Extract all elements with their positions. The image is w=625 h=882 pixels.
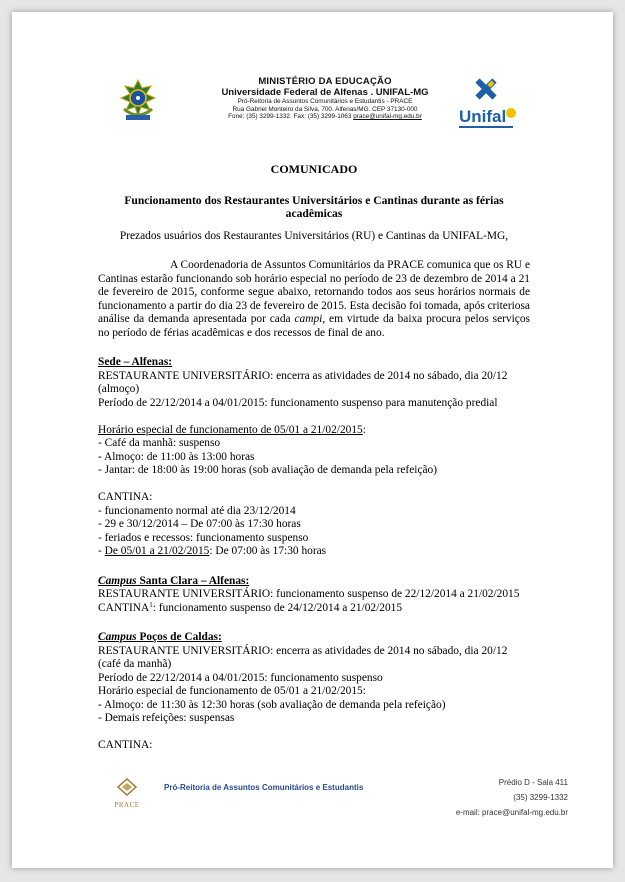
prace-logo [112, 778, 142, 809]
footer-phone: (35) 3299-1332 [513, 793, 568, 802]
ru-closing: RESTAURANTE UNIVERSITÁRIO: encerra as atividades de 2014 no sábado, dia 20/12 (café da manhã) [98, 644, 508, 670]
phone-fax: Fone: (35) 3299-1332. Fax: (35) 3299-1063 [228, 113, 352, 121]
document-page [12, 12, 613, 868]
footer-contact [456, 775, 568, 820]
list-item: - Café da manhã: suspenso [98, 437, 221, 449]
section-heading: Sede – Alfenas: [98, 356, 173, 368]
list-item: - funcionamento normal até dia 23/12/2014 [98, 504, 296, 517]
document-body [98, 163, 530, 753]
brazil-coat-of-arms-icon [120, 79, 156, 123]
university-name: Universidade Federal de Alfenas . UNIFAL-MG [221, 87, 429, 98]
footer-department: Pró-Reitoria de Assuntos Comunitários e Estudantis [164, 783, 364, 792]
section-heading: Campus Poços de Caldas: [98, 631, 222, 643]
greeting: Prezados usuários dos Restaurantes Universitários (RU) e Cantinas da UNIFAL-MG, [119, 229, 509, 242]
document-subtitle: Funcionamento dos Restaurantes Universitários e Cantinas durante as férias acadêmicas [124, 193, 504, 220]
list-item: - Almoço: de 11:00 às 13:00 horas [98, 450, 255, 463]
campi-emphasis: campi [294, 313, 323, 325]
prace-label: PRACE [114, 801, 140, 809]
contact-line [172, 113, 478, 121]
ru-closing: RESTAURANTE UNIVERSITÁRIO: encerra as atividades de 2014 no sábado, dia 20/12 (almoço) [98, 369, 508, 395]
cantina-heading: CANTINA: [98, 491, 153, 503]
ru-suspension: Período de 22/12/2014 a 04/01/2015: funcionamento suspenso para manutenção predial [98, 396, 498, 409]
footer-email[interactable]: e-mail: prace@unifal-mg.edu.br [455, 808, 568, 817]
letterhead [172, 76, 478, 121]
footnote-marker: 1 [149, 600, 153, 609]
document-title: COMUNICADO [270, 162, 358, 176]
footer-room: Prédio D - Sala 411 [498, 778, 568, 787]
list-item: - feriados e recessos: funcionamento suspenso [98, 531, 309, 544]
list-item: - Demais refeições: suspensas [98, 712, 235, 724]
department-name: Pró-Reitoria de Assuntos Comunitários e Estudantis - PRACE [237, 98, 413, 105]
ministry-name: MINISTÉRIO DA EDUCAÇÃO [258, 76, 392, 87]
list-item: - 29 e 30/12/2014 – De 07:00 às 17:30 horas [98, 518, 301, 530]
list-item: - Jantar: de 18:00 às 19:00 horas (sob avaliação de demanda pela refeição) [98, 464, 438, 476]
cantina-heading: CANTINA: [98, 739, 153, 751]
section-sede-alfenas [98, 356, 530, 559]
address: Rua Gabriel Monteiro da Silva, 700. Alfenas/MG. CEP 37130-000 [232, 105, 418, 113]
ru-suspension: Período de 22/12/2014 a 04/01/2015: funcionamento suspenso [98, 671, 383, 684]
intro-paragraph: A Coordenadoria de Assuntos Comunitários da PRACE comunica que os RU e Cantinas estarão funcionando sob horário especial no período de 23 de dezembro de 2014 a 21 de fevereiro de 2015, conforme segue abaixo, retornando todos aos seus horários normais de funcionamento a partir do dia 23 de fevereiro de 2015. Esta decisão foi tomada, após criteriosa análise da demanda apresentada por cada campi, em virtude da baixa procura pelos serviços no período de férias acadêmicas e dos recessos de final de ano. [98, 259, 530, 339]
cantina-status: CANTINA$^1$: funcionamento suspenso de 24/12/2014 a 21/02/2015 [98, 600, 403, 614]
prace-emblem-icon [117, 778, 137, 796]
section-santa-clara [98, 575, 530, 616]
special-hours-heading: Horário especial de funcionamento de 05/01 a 21/02/2015: [98, 423, 366, 436]
section-pocos-de-caldas [98, 631, 530, 753]
list-item: - De 05/01 a 21/02/2015: De 07:00 às 17:30 horas [98, 545, 327, 557]
header-email-link[interactable]: prace@unifal-mg.edu.br [353, 113, 422, 121]
special-hours-heading: Horário especial de funcionamento de 05/01 a 21/02/2015: [98, 685, 366, 697]
logo-text: Unifal [459, 107, 507, 126]
list-item: - Almoço: de 11:30 às 12:30 horas (sob avaliação de demanda pela refeição) [98, 698, 446, 711]
unifal-logo-icon [455, 75, 517, 133]
section-heading: Campus Santa Clara – Alfenas: [98, 574, 250, 587]
ru-status: RESTAURANTE UNIVERSITÁRIO: funcionamento suspenso de 22/12/2014 a 21/02/2015 [98, 588, 520, 600]
